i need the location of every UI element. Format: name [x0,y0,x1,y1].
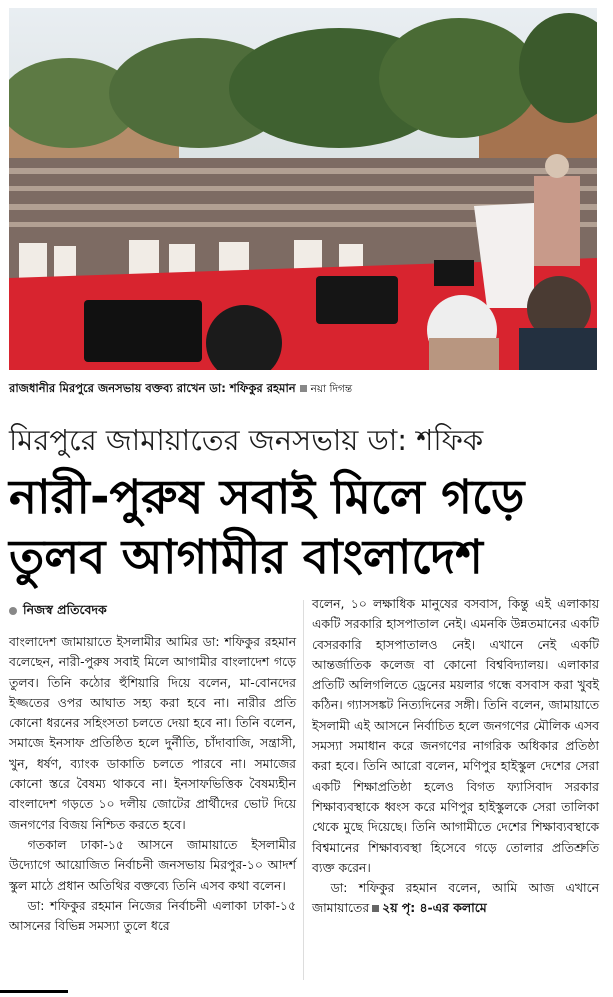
continuation-link[interactable] [369,900,486,915]
photo-credit: নয়া দিগন্ত [310,383,353,395]
article-paragraph: বাংলাদেশ জামায়াতে ইসলামীর আমির ডা: শফিকুর রহমান বলেছেন, নারী-পুরুষ সবাই মিলে আগামীর বাংলাদেশ গড়ে তুলব। তিনি কঠোর হুঁশিয়ারি দিয়ে বলেন, মা-বোনদের ইজ্জতের ওপর আঘাত সহ্য করা হবে না। নারীর প্রতি কোনো ধরনের সহিংসতা চলতে দেয়া হবে না। তিনি বলেন, সমাজে ইনসাফ প্রতিষ্ঠিত হলে দুর্নীতি, চাঁদাবাজি, সন্ত্রাসী, খুন, ধর্ষণ, ব্যাংক ডাকাতি চলতে পারবে না। সমাজের কোনো স্তরে বৈষম্য থাকবে না। ইনসাফভিত্তিক বৈষম্যহীন বাংলাদেশ গড়তে ১০ দলীয় জোটের প্রার্থীদের ভোট দিয়ে জনগণের বিজয় নিশ্চিত করতে হবে। [9,634,296,832]
article-text: ডা: শফিকুর রহমান বলেন, আমি আজ এখানে জামায়াতের [312,880,599,916]
photo-caption [9,380,599,399]
caption-text: রাজধানীর মিরপুরে জনসভায় বক্তব্য রাখেন ডা: শফিকুর রহমান [9,381,296,395]
bullet-icon [9,607,17,615]
speaker-left [84,300,202,362]
page-edge-rule [0,990,68,993]
main-headline [9,468,604,588]
column-divider [303,600,304,980]
separator-square-icon [300,385,307,392]
article-column-right [312,594,599,919]
byline [9,602,107,622]
article-paragraph [312,878,599,919]
article-column-left [9,632,296,936]
jump-square-icon [372,905,379,912]
byline-text: নিজস্ব প্রতিবেদক [23,602,107,617]
news-photo [9,8,597,370]
article-paragraph: বলেন, ১০ লক্ষাধিক মানুষের বসবাস, কিন্তু এই এলাকায় একটি সরকারি হাসপাতাল নেই। এমনকি উন্নতমানের একটি বেসরকারি হাসপাতালও নেই। এখানে নেই একটি আন্তর্জাতিক কলেজ বা কোনো বিশ্ববিদ্যালয়। এলাকার প্রতিটি অলিগলিতে ড্রেনের ময়লার গন্ধে বসবাস করা খুবই কঠিন। গ্যাসসঙ্কট নিত্যদিনের সঙ্গী। তিনি বলেন, জামায়াতে ইসলামী এই আসনে নির্বাচিত হলে জনগণের মৌলিক এসব সমস্যা সমাধান করে জনগণের নাগরিক অধিকার প্রতিষ্ঠা করা হবে। তিনি আরো বলেন, মণিপুর হাইস্কুল দেশের সেরা একটি শিক্ষাপ্রতিষ্ঠা হলেও বিগত ফ্যাসিবাদ সরকার শিক্ষাব্যবস্থাকে ধ্বংস করে মণিপুর হাইস্কুলকে সেরা তালিকা থেকে মুছে দিয়েছে। তিনি আগামীতে দেশের শিক্ষাব্যবস্থাকে বিশ্বমানের শিক্ষাব্যবস্থা হিসেবে গড়ে তোলার প্রতিশ্রুতি ব্যক্ত করেন। [312,596,599,875]
headline-line-2: তুলব আগামীর বাংলাদেশ [9,530,483,585]
kicker-headline: মিরপুরে জামায়াতের জনসভায় ডা: শফিক [9,423,484,457]
headline-line-1: নারী-পুরুষ সবাই মিলে গড়ে [9,470,525,525]
speaker-center [316,276,398,324]
continuation-text: ২য় পৃ: ৪-এর কলামে [382,900,487,916]
article-paragraph: গতকাল ঢাকা-১৫ আসনে জামায়াতে ইসলামীর উদ্যোগে আয়োজিত নির্বাচনী জনসভায় মিরপুর-১০ আদর্শ স্কুল মাঠে প্রধান অতিথির বক্তব্যে তিনি এসব কথা বলেন। [9,836,296,893]
article-paragraph: ডা: শফিকুর রহমান নিজের নির্বাচনী এলাকা ঢাকা-১৫ আসনের বিভিন্ন সমস্যা তুলে ধরে [9,897,296,934]
rally-photo-illustration [9,8,597,370]
